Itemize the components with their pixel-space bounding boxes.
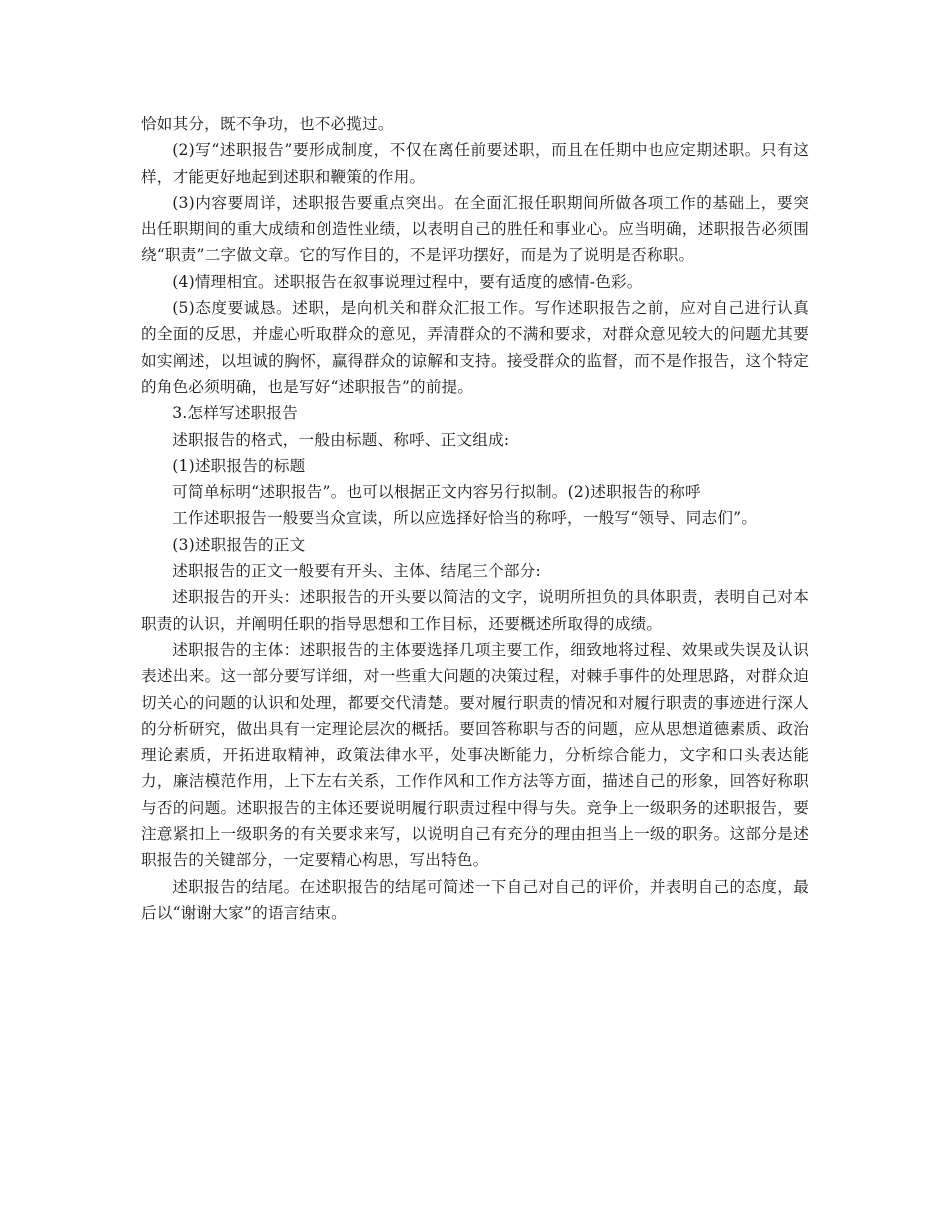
subsection-heading: (1)述职报告的标题	[172, 456, 306, 475]
paragraph: 述职报告的格式，一般由标题、称呼、正文组成:	[172, 430, 510, 449]
section-heading: 3.怎样写述职报告	[172, 404, 299, 423]
document-body	[141, 111, 809, 926]
paragraph: 述职报告的主体：述职报告的主体要选择几项主要工作，细致地将过程、效果或失误及认识表述出来。这一部分要写详细，对一些重大问题的决策过程，对棘手事件的处理思路，对群众迫切关心的问题的认识和处理，都要交代清楚。要对履行职责的情况和对履行职责的事迹进行深人的分析研究，做出具有一定理论层次的概括。要回答称职与否的问题，应从思想道德素质、政治理论素质，开拓进取精神，政策法律水平，处事决断能力，分析综合能力，文字和口头表达能力，廉洁模范作用，上下左右关系，工作作风和工作方法等方面，描述自己的形象，回答好称职与否的问题。述职报告的主体还要说明履行职责过程中得与失。竞争上一级职务的述职报告，要注意紧扣上一级职务的有关要求来写，以说明自己有充分的理由担当上一级的职务。这部分是述职报告的关键部分，一定要精心构思，写出特色。	[141, 640, 809, 870]
paragraph: 恰如其分，既不争功，也不必揽过。	[141, 115, 394, 133]
paragraph: 述职报告的开头：述职报告的开头要以简洁的文字，说明所担负的具体职责，表明自己对本职责的认识，并阐明任职的指导思想和工作目标，还要概述所取得的成绩。	[141, 588, 809, 633]
paragraph: (4)情理相宜。述职报告在叙事说理过程中，要有适度的感情-色彩。	[172, 272, 643, 291]
subsection-heading: (3)述职报告的正文	[172, 535, 306, 554]
paragraph: 述职报告的正文一般要有开头、主体、结尾三个部分:	[172, 562, 541, 581]
paragraph: (3)内容要周详，述职报告要重点突出。在全面汇报任职期间所做各项工作的基础上，要突出任职期间的重大成绩和创造性业绩，以表明自己的胜任和事业心。应当明确，述职报告必须围绕“职责”二字做文章。它的写作目的，不是评功摆好，而是为了说明是否称职。	[141, 193, 809, 265]
paragraph: 工作述职报告一般要当众宣读，所以应选择好恰当的称呼，一般写“领导、同志们”。	[172, 509, 758, 528]
paragraph: (5)态度要诚恳。述职，是向机关和群众汇报工作。写作述职报告之前，应对自己进行认真的全面的反思，并虚心听取群众的意见，弄清群众的不满和要求，对群众意见较大的问题尤其要如实阐述，以坦诚的胸怀，赢得群众的谅解和支持。接受群众的监督，而不是作报告，这个特定的角色必须明确，也是写好“述职报告”的前提。	[141, 299, 809, 396]
paragraph: 述职报告的结尾。在述职报告的结尾可简述一下自己对自己的评价，并表明自己的态度，最后以“谢谢大家”的语言结束。	[141, 877, 809, 922]
paragraph: (2)写“述职报告”要形成制度，不仅在离任前要述职，而且在任期中也应定期述职。只有这样，才能更好地起到述职和鞭策的作用。	[141, 141, 809, 186]
paragraph: 可简单标明“述职报告”。也可以根据正文内容另行拟制。(2)述职报告的称呼	[172, 483, 701, 502]
